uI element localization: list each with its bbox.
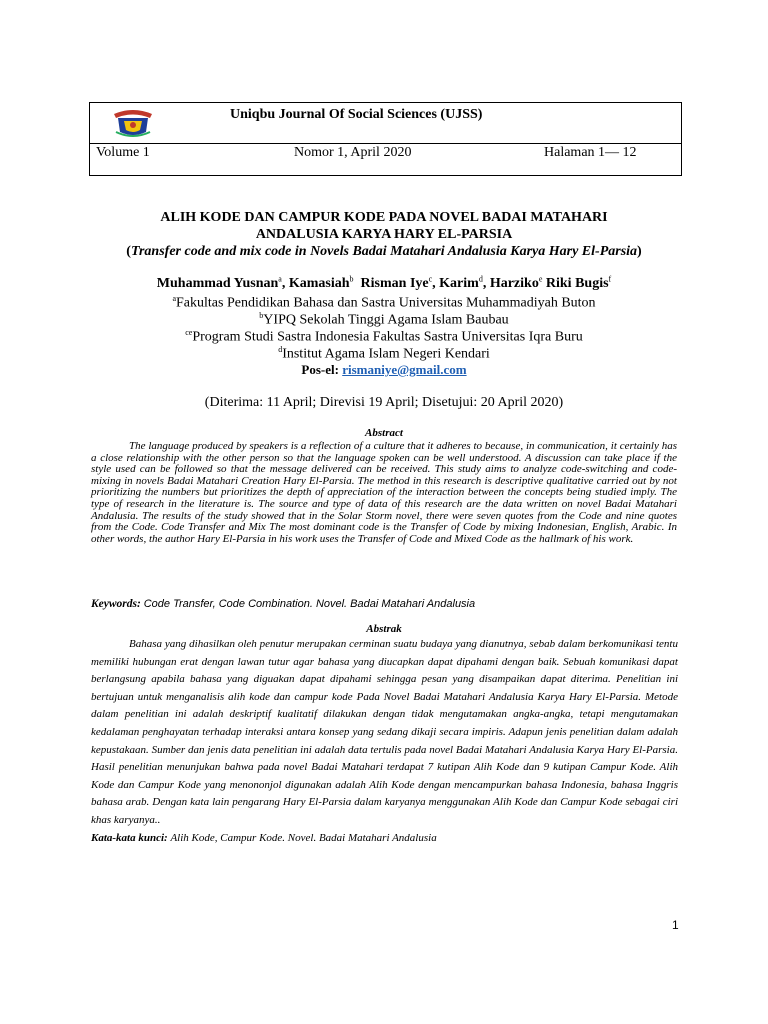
submission-dates: (Diterima: 11 April; Direvisi 19 April; Disetujui: 20 April 2020) [204, 395, 564, 410]
abstrak-text: Bahasa yang dihasilkan oleh penutur merupakan cerminan suatu budaya yang dianutnya, sebab dalam berkomunikasi tentu memiliki hubungan erat dengan lawan tutur agar bahasa yang diucapkan dapat dipahami dengan baik. Sebuah komunikasi dapat berlangsung apabila bahasa yang diguakan dapat dipahami sehingga pesan yang disampaikan dapat diterima. Penelitian ini bertujuan untuk menganalisis alih kode dan campur kode Pada Novel Badai Matahari Andalusia Karya Hary El-Parsia. Metode dalam penelitian ini adalah deskriptif kualitatif dilakukan dengan tidak mengutamakan angka-angka, tetapi mengutamakan kedalaman penghayatan terhadap interaksi antara konsep yang sedang dikaji secara impiris. Adapun jenis penelitian dalam adalah kepustakaan. Sumber dan jenis data penelitian ini adalah data tertulis pada novel Badai Matahari Andalusia Karya Hary El-Parsia. Hasil penelitian menunjukan bahwa pada novel Badai Matahari terdapat 7 kutipan Alih Kode dan 9 kutipan Campur Kode. Alih Kode dan Campur Kode yang menononjol digunakan adalah Alih Kode dengan mencampurkan bahasa Indonesia, bahasa Inggris bahasa arab. Dengan kata lain pengarang Hary El-Parsia dalam karyanya menggunakan Alih Kode dan Campur Kode sebagai ciri khas karyanya.. [91, 638, 678, 826]
university-logo-icon [110, 108, 156, 138]
paper-title-line-2: ANDALUSIA KARYA HARY EL-PARSIA [255, 227, 513, 242]
affiliation-ce: $^{ce}$Program Studi Sastra Indonesia Fakultas Sastra Universitas Iqra Buru [185, 328, 583, 345]
paper-title-line-1: ALIH KODE DAN CAMPUR KODE PADA NOVEL BADAI MATAHARI [160, 210, 608, 225]
author: Muhammad Yusnan$^a$, [156, 274, 289, 291]
paper-subtitle: (Transfer code and mix code in Novels Badai Matahari Andalusia Karya Hary El-Parsia) [126, 244, 642, 259]
volume-label: Volume 1 [96, 145, 150, 160]
affiliation-d: $^d$Institut Agama Islam Negeri Kendari [278, 345, 490, 362]
author-list [0, 274, 768, 292]
author: Risman Iye$^c$, [360, 274, 440, 291]
pages-label: Halaman 1— 12 [544, 145, 637, 160]
email-line [0, 362, 768, 378]
abstrak-heading: Abstrak [366, 623, 402, 635]
keywords-label: Keywords: [91, 598, 141, 610]
issue-label: Nomor 1, April 2020 [294, 145, 412, 160]
author: Kamasiah$^b$ [288, 274, 354, 291]
journal-name: Uniqbu Journal Of Social Sciences (UJSS) [230, 107, 483, 122]
keywords-value: Code Transfer, Code Combination. Novel. Badai Matahari Andalusia [143, 598, 476, 610]
email-link[interactable]: rismaniye@gmail.com [342, 362, 467, 377]
paper-subtitle-text: Transfer code and mix code in Novels Badai Matahari Andalusia Karya Hary El-Parsia [130, 244, 638, 259]
abstract-text: The language produced by speakers is a reflection of a culture that it adheres to because, in communication, it certainly has a close relationship with the other person so that the language spoken can be well understood. A discussion can take place if the style used can be followed so that the message delivered can be received. This study aims to analyze code-switching and code-mixing in novels Badai Matahari Creation Hary El-Parsia. The method in this research is descriptive qualitative carried out by not prioritizing the numbers but prioritizes the depth of appreciation of the interaction between the concepts being studied imply. The type of research in the literature is. The source and type of data of this research are the data written on novel Badai Matahari Andalusia. The results of the study showed that in the Solar Storm novel, there were seven quotes from the Code and nine quotes from the Code. Code Transfer and Mix The most dominant code is the Transfer of Code by mixing Indonesian, English, Arabic. In other words, the author Hary El-Parsia in his work uses the Transfer of Code and Mixed Code as the hallmark of his work. [91, 440, 677, 545]
email-label: Pos-el: [301, 362, 339, 377]
affiliation-a: $^a$Fakultas Pendidikan Bahasa dan Sastra Universitas Muhammadiyah Buton [172, 294, 596, 311]
kata-kunci-value: Alih Kode, Campur Kode. Novel. Badai Matahari Andalusia [170, 832, 437, 844]
author: Harziko$^e$ [489, 274, 543, 291]
keywords-line [91, 598, 677, 610]
kata-kunci-line [91, 832, 678, 844]
affiliation-b: $^b$YIPQ Sekolah Tinggi Agama Islam Baubau [259, 311, 509, 328]
page-number: 1 [672, 918, 679, 932]
header-divider [90, 143, 681, 144]
kata-kunci-label: Kata-kata kunci: [91, 832, 168, 844]
journal-header [89, 102, 682, 176]
author: Karim$^d$, [439, 274, 490, 291]
author: Riki Bugis$^f$ [545, 274, 612, 291]
abstract-heading: Abstract [365, 427, 403, 439]
